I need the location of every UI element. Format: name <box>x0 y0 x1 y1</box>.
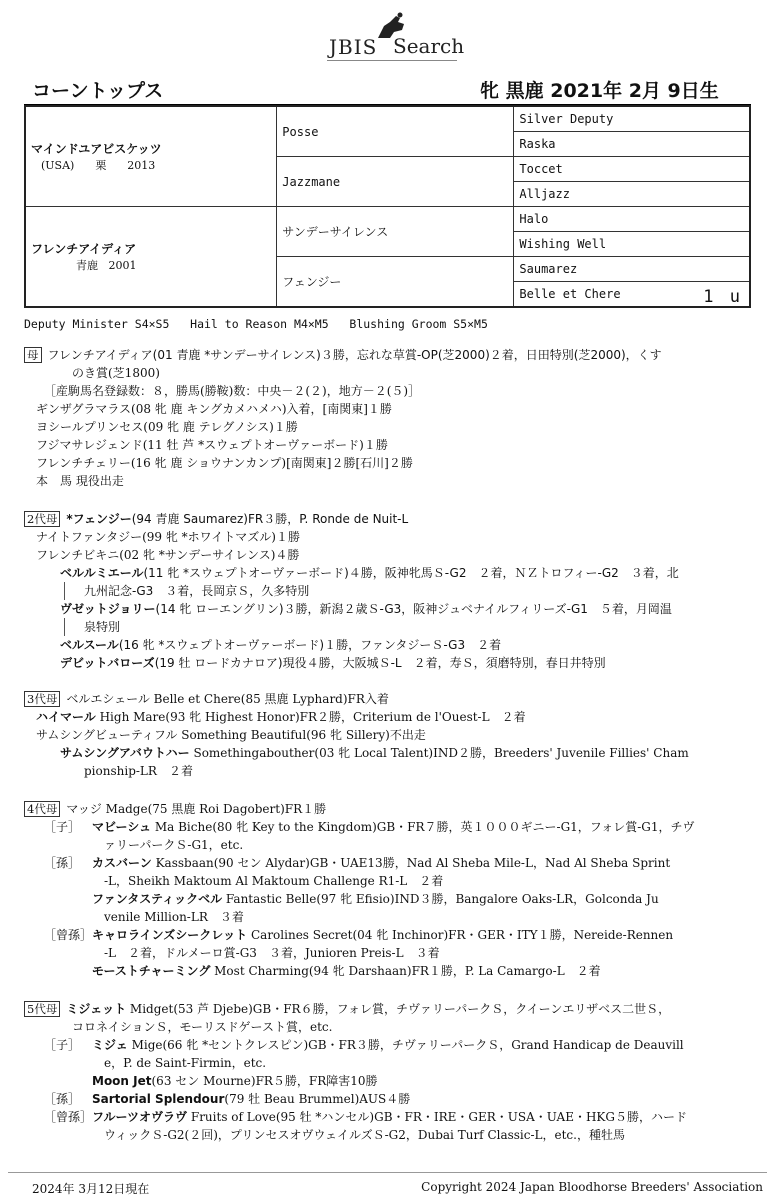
gen3-cell[interactable]: Wishing Well <box>514 232 750 257</box>
logo-product: Search <box>393 34 465 58</box>
sire-dam-cell[interactable]: Jazzmane <box>277 157 514 207</box>
relation-label: ［子］ <box>44 820 81 834</box>
dam-line: 本 馬 現役出走 <box>36 474 124 488</box>
descendant-record: Ma Biche(80 牝 Key to the Kingdom)GB・FR７勝，英１０００ギニー-G1，フォレ賞-G1，チヴ <box>151 820 695 834</box>
dam-line: ヨシールプリンセス(09 牝 鹿 テレグノシス)１勝 <box>36 420 298 434</box>
descendant-name: マビーシュ <box>92 820 152 834</box>
gen3-cell-family[interactable] <box>514 282 750 308</box>
fourth-dam-line: マッジ Madge(75 黒鹿 Roi Dagobert)FR１勝 <box>66 802 327 816</box>
section-tag: 2代母 <box>24 511 60 527</box>
dam-details: 青鹿 2001 <box>41 259 137 272</box>
dam-line: フレンチチェリー(16 牝 鹿 ショウナンカンプ)[南関東]２勝[石川]２勝 <box>36 456 413 470</box>
gen3-cell[interactable]: Toccet <box>514 157 750 182</box>
descendant-name: ミジェ <box>92 1038 128 1052</box>
descendant-record: (79 牡 Beau Brummel)AUS４勝 <box>224 1092 411 1106</box>
offspring-name: ハイマール <box>36 710 96 724</box>
horse-name: コーントップス <box>32 80 164 102</box>
second-dam-name: *フェンジー <box>66 512 132 526</box>
dam-line: のき賞(芝1800) <box>72 366 160 380</box>
dam-cell[interactable] <box>25 207 277 308</box>
descendant-record: Kassbaan(90 セン Alydar)GB・UAE13勝，Nad Al Sheba Mile-L，Nad Al Sheba Sprint <box>151 856 671 870</box>
descendant-name: Sartorial Splendour <box>92 1092 225 1106</box>
descendant-record: Fruits of Love(95 牡 *ハンセル)GB・FR・IRE・GER・USA・UAE・HKG５勝，ハード <box>187 1110 687 1124</box>
section-tag: 母 <box>24 347 42 363</box>
grand-offspring-record-cont: 九州記念-G3 ３着，長岡京Ｓ，久多特別 <box>84 584 310 598</box>
descendant-record: Fantastic Belle(97 牝 Efisio)IND３勝，Bangalore Oaks-LR，Golconda Ju <box>222 892 659 906</box>
descendant-record-cont: venile Million-LR ３着 <box>104 910 244 924</box>
grand-offspring-name: ヴゼットジョリー <box>60 602 156 616</box>
third-dam-section <box>24 690 724 780</box>
as-of-date: 2024年 3月12日現在 <box>32 1182 150 1196</box>
relation-label: ［孫］ <box>44 1092 81 1106</box>
descendant-name: キャロラインズシークレット <box>92 928 248 942</box>
horse-sex-color-birthdate: 牝 黒鹿 2021年 2月 9日生 <box>480 80 719 102</box>
offspring-line: ナイトファンタジー(99 牝 *ホワイトマズル)１勝 <box>36 530 300 544</box>
sire-name: マインドユアビスケッツ <box>31 142 162 156</box>
descendant-record: (63 セン Mourne)FR５勝，FR障害10勝 <box>151 1074 378 1088</box>
family-number: 1 u <box>703 287 743 307</box>
descendant-name: カスバーン <box>92 856 152 870</box>
fourth-dam-section <box>24 800 724 980</box>
offspring-line: フレンチビキニ(02 牝 *サンデーサイレンス)４勝 <box>36 548 300 562</box>
descendant-name: モーストチャーミング <box>92 964 211 978</box>
fifth-dam-record-cont: コロネイションＳ，モーリスドゲースト賞，etc. <box>72 1020 333 1034</box>
gen3-cell[interactable]: Silver Deputy <box>514 106 750 132</box>
section-tag: 3代母 <box>24 691 60 707</box>
indent-bar <box>64 618 65 636</box>
inbreeding-info: Deputy Minister S4×S5 Hail to Reason M4×M5 Blushing Groom S5×M5 <box>24 317 488 331</box>
grand-offspring-name: ベルスール <box>60 638 119 652</box>
grand-offspring-name: サムシングアバウトハー <box>60 746 190 760</box>
descendant-name: フルーツオヴラヴ <box>92 1110 188 1124</box>
second-dam-section <box>24 510 724 672</box>
gen3-cell[interactable]: Halo <box>514 207 750 232</box>
offspring-record: High Mare(93 牝 Highest Honor)FR２勝，Criterium de l'Ouest-L ２着 <box>95 710 526 724</box>
dam-dam-cell[interactable]: フェンジー <box>277 257 514 308</box>
dam-name: フレンチアイディア <box>31 242 137 256</box>
grand-offspring-record-cont: pionship-LR ２着 <box>84 764 193 778</box>
grand-offspring-record: Somethingabouther(03 牝 Local Talent)IND２勝，Breeders' Juvenile Fillies' Cham <box>189 746 689 760</box>
relation-label: ［子］ <box>44 1038 81 1052</box>
fifth-dam-name: ミジェット <box>66 1002 127 1016</box>
grand-offspring-record: (14 牝 ローエングリン)３勝，新潟２歳Ｓ-G3，阪神ジュベナイルフィリーズ-G1 ５着，月岡温 <box>155 602 672 616</box>
grand-offspring-name: デビットバローズ <box>60 656 155 670</box>
logo-underline <box>327 60 457 61</box>
descendant-record-cont: -L，Sheikh Maktoum Al Maktoum Challenge R1-L ２着 <box>104 874 444 888</box>
descendant-name: ファンタスティックベル <box>92 892 223 906</box>
gen3-cell[interactable]: Saumarez <box>514 257 750 282</box>
pedigree-table <box>24 105 751 308</box>
descendant-record: Most Charming(94 牝 Darshaan)FR１勝，P. La Camargo-L ２着 <box>210 964 601 978</box>
horse-header <box>32 76 752 102</box>
descendant-record-cont: ウィックＳ-G2(２回)，プリンセスオヴウェイルズＳ-G2，Dubai Turf Classic-L，etc.，種牡馬 <box>104 1128 625 1142</box>
dam-section <box>24 346 724 490</box>
dam-line: ［産駒馬名登録数：８，勝馬(勝鞍)数：中央－２(２)，地方－２(５)］ <box>44 384 421 398</box>
descendant-record-cont: -L ２着，ドルメーロ賞-G3 ３着，Junioren Preis-L ３着 <box>104 946 440 960</box>
dam-line: フレンチアイディア(01 青鹿 *サンデーサイレンス)３勝，忘れな草賞-OP(芝2000)２着，日田特別(芝2000)，くす <box>47 348 662 362</box>
dam-sire-cell[interactable]: サンデーサイレンス <box>277 207 514 257</box>
indent-bar <box>64 582 65 600</box>
jbis-search-logo[interactable] <box>0 8 775 59</box>
sire-cell[interactable] <box>25 106 277 207</box>
fifth-dam-record: Midget(53 芦 Djebe)GB・FR６勝，フォレ賞，チヴァリーパークＳ，クイーンエリザベス二世Ｓ， <box>126 1002 671 1016</box>
section-tag: 5代母 <box>24 1001 60 1017</box>
relation-label: ［曾孫］ <box>44 1110 93 1124</box>
grand-offspring-record-cont: 泉特別 <box>84 620 121 634</box>
dam-line: ギンザグラマラス(08 牝 鹿 キングカメハメハ)入着，[南関東]１勝 <box>36 402 392 416</box>
descendant-record-cont: e，P. de Saint-Firmin，etc. <box>104 1056 267 1070</box>
descendant-name: Moon Jet <box>92 1074 152 1088</box>
logo-brand: JBIS <box>329 35 378 59</box>
fifth-dam-section <box>24 1000 724 1144</box>
gen3-cell[interactable]: Raska <box>514 132 750 157</box>
dam-line: フジマサレジェンド(11 牡 芦 *スウェプトオーヴァーボード)１勝 <box>36 438 388 452</box>
relation-label: ［孫］ <box>44 856 81 870</box>
sire-details: (USA) 栗 2013 <box>41 159 156 172</box>
grand-offspring-record: (19 牡 ロードカナロア)現役４勝，大阪城Ｓ-L ２着，寿Ｓ，須磨特別，春日井特別 <box>154 656 606 670</box>
grand-offspring-name: ベルルミエール <box>60 566 144 580</box>
descendant-record: Mige(66 牝 *セントクレスピン)GB・FR３勝，チヴァリーパークＳ，Grand Handicap de Deauvill <box>127 1038 684 1052</box>
descendant-record-cont: ァリーパークＳ-G1，etc. <box>104 838 244 852</box>
footer-divider <box>8 1172 767 1173</box>
grand-offspring-record: (11 牝 *スウェプトオーヴァーボード)４勝，阪神牝馬Ｓ-G2 ２着，ＮＺトロフィー-G2 ３着，北 <box>143 566 679 580</box>
third-dam-line: ベルエシェール Belle et Chere(85 黒鹿 Lyphard)FR入着 <box>66 692 389 706</box>
offspring-line: サムシングビューティフル Something Beautiful(96 牝 Sillery)不出走 <box>36 728 426 742</box>
section-tag: 4代母 <box>24 801 60 817</box>
sire-sire-cell[interactable]: Posse <box>277 106 514 157</box>
grand-offspring-record: (16 牝 *スウェプトオーヴァーボード)１勝，ファンタジーＳ-G3 ２着 <box>118 638 502 652</box>
descendant-record: Carolines Secret(04 牝 Inchinor)FR・GER・ITY１勝，Nereide-Rennen <box>247 928 674 942</box>
second-dam-record: (94 青鹿 Saumarez)FR３勝，P. Ronde de Nuit-L <box>131 512 409 526</box>
gen3-name: Belle et Chere <box>519 287 621 301</box>
copyright: Copyright 2024 Japan Bloodhorse Breeders' Association <box>421 1180 763 1194</box>
gen3-cell[interactable]: Alljazz <box>514 182 750 207</box>
relation-label: ［曾孫］ <box>44 928 93 942</box>
